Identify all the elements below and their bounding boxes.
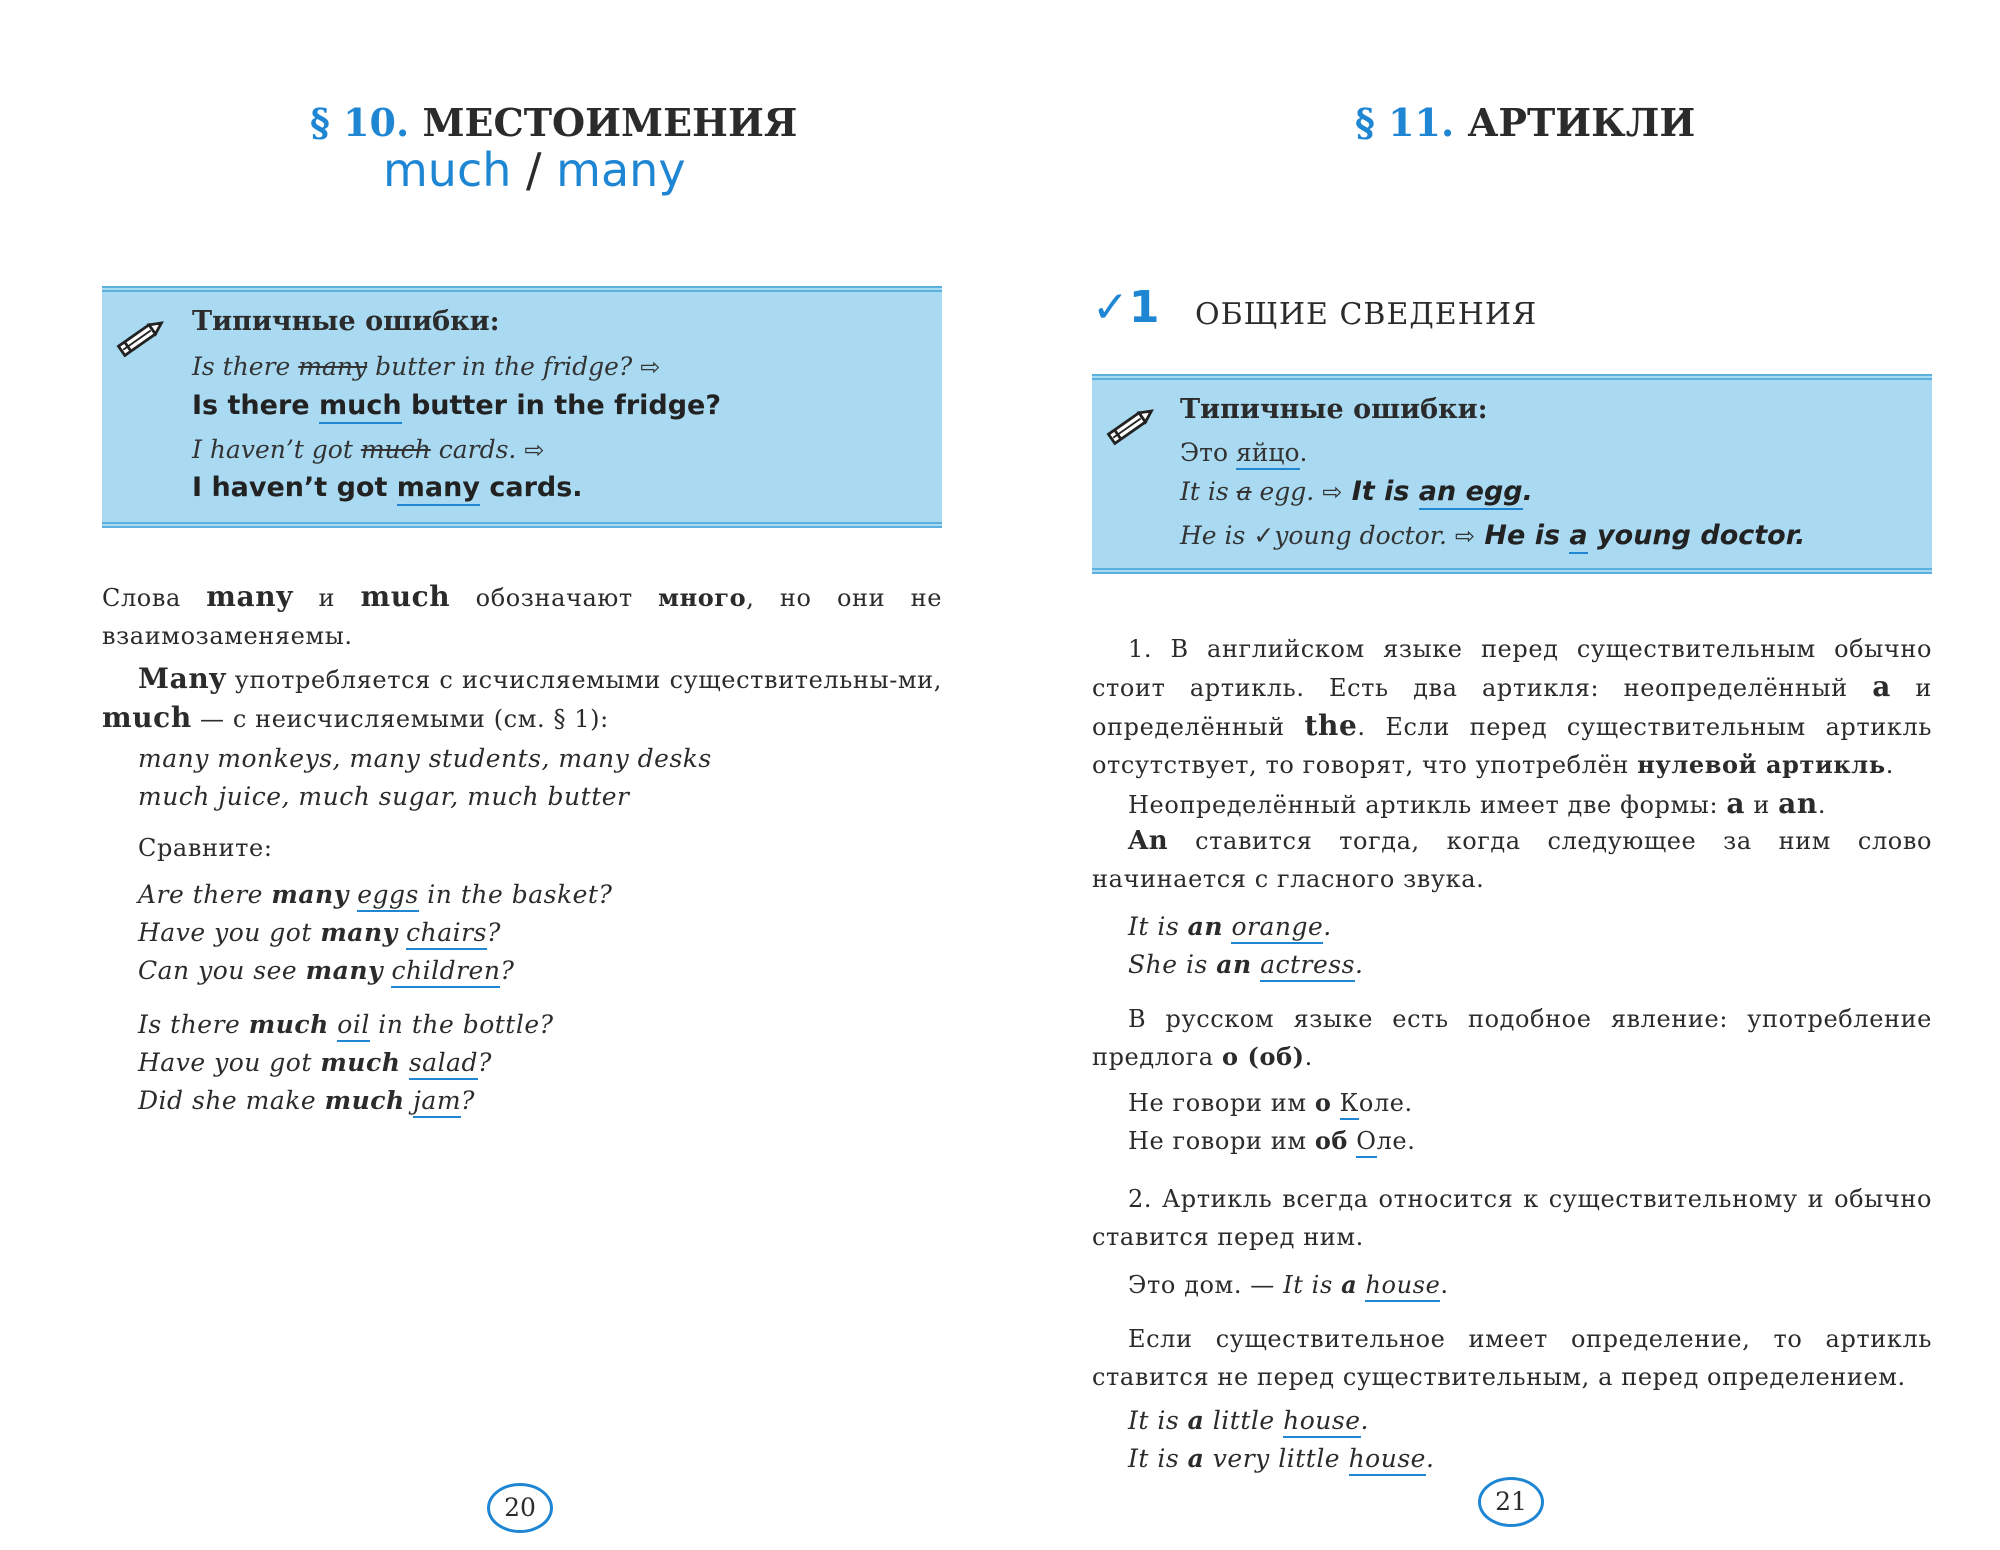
- typical-errors-box: [102, 286, 942, 528]
- example-question-2: Have you got many chairs?: [138, 918, 501, 947]
- example-question-1: Are there many eggs in the basket?: [138, 880, 612, 909]
- error-example-1: Is there many butter in the fridge? ⇨: [192, 352, 661, 381]
- paragraph-russian-analogy: В русском языке есть подобное явление: употребление предлога о (об).: [1092, 1005, 1932, 1071]
- arrow-icon: ⇨: [640, 353, 661, 381]
- error-example-2: I haven’t got much cards. ⇨: [192, 435, 545, 464]
- paragraph-attribute: Если существительное имеет определение, то артикль ставится не перед существительным, а перед определением.: [1092, 1325, 1932, 1391]
- example-ru-1: Не говори им о Коле.: [1128, 1088, 1413, 1117]
- right-page: [1000, 0, 2000, 1550]
- correct-example-2: I haven’t got many cards.: [192, 472, 583, 503]
- example-little-house: It is a little house.: [1128, 1406, 1369, 1435]
- example-very-little-house: It is a very little house.: [1128, 1444, 1434, 1473]
- example-much-line: much juice, much sugar, much butter: [138, 782, 630, 811]
- check-icon: ✓: [1253, 521, 1275, 550]
- paragraph-two-forms: Неопределённый артикль имеет две формы: a и an.: [1128, 787, 1827, 820]
- section-heading: § 10. МЕСТОИМЕНИЯ: [310, 100, 798, 145]
- page-number: 20: [487, 1483, 553, 1533]
- example-question-6: Did she make much jam?: [138, 1086, 475, 1115]
- correct-example-1: Is there much butter in the fridge?: [192, 390, 721, 421]
- section-subtitle: much / many: [383, 143, 686, 197]
- arrow-icon: ⇨: [1322, 478, 1343, 506]
- paragraph-many-much: Слова many и much обозначают много, но они не взаимозаменяемы.: [102, 580, 942, 650]
- paragraph-an-usage: An ставится тогда, когда следующее за ним слово начинается с гласного звука.: [1092, 826, 1932, 893]
- typical-errors-box: [1092, 374, 1932, 574]
- paragraph-usage: Many употребляется с исчисляемыми существительны-ми, much — с неисчисляемыми (см. § 1):: [102, 662, 942, 734]
- errors-heading: Типичные ошибки:: [1180, 394, 1488, 425]
- error-example-2: He is ✓young doctor. ⇨ He is a young doctor.: [1180, 520, 1805, 551]
- pencil-icon: [1102, 398, 1158, 454]
- subsection-title: ОБЩИЕ СВЕДЕНИЯ: [1195, 297, 1538, 332]
- example-ru-2: Не говори им об Оле.: [1128, 1126, 1415, 1155]
- example-an-1: It is an orange.: [1128, 912, 1332, 941]
- example-question-3: Can you see many children?: [138, 956, 514, 985]
- arrow-icon: ⇨: [1454, 522, 1475, 550]
- compare-label: Сравните:: [138, 834, 273, 862]
- section-heading: § 11. АРТИКЛИ: [1355, 100, 1696, 145]
- error-example-1: It is a egg. ⇨ It is an egg.: [1180, 476, 1533, 507]
- example-question-5: Have you got much salad?: [138, 1048, 492, 1077]
- example-question-4: Is there much oil in the bottle?: [138, 1010, 554, 1039]
- page-number: 21: [1478, 1477, 1544, 1527]
- example-dom: Это дом. — It is a house.: [1128, 1270, 1449, 1299]
- check-mark-icon: ✓1: [1092, 282, 1160, 333]
- example-an-2: She is an actress.: [1128, 950, 1363, 979]
- example-many-line: many monkeys, many students, many desks: [138, 744, 712, 773]
- pencil-icon: [112, 310, 168, 366]
- errors-heading: Типичные ошибки:: [192, 306, 500, 337]
- arrow-icon: ⇨: [524, 436, 545, 464]
- error-example-ru: Это яйцо.: [1180, 438, 1307, 467]
- paragraph-articles-intro: 1. В английском языке перед существительным обычно стоит артикль. Есть два артикля: неопределённый a и определённый the. Если перед существительным артикль отсутствует, то говорят, что употреблён нулевой артикль.: [1092, 635, 1933, 779]
- paragraph-article-position: 2. Артикль всегда относится к существительному и обычно ставится перед ним.: [1092, 1185, 1932, 1251]
